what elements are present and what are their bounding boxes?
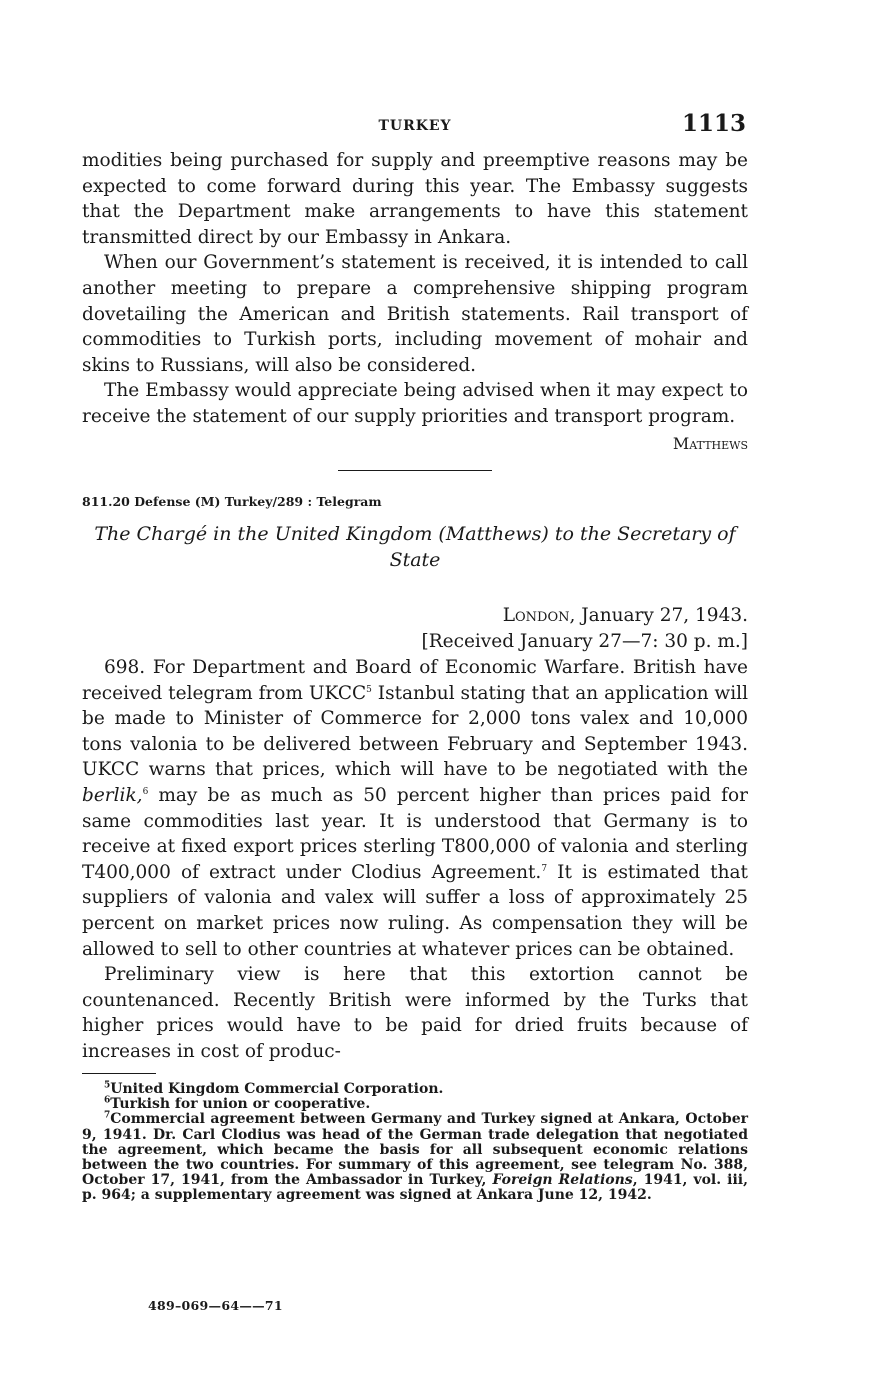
- footnote-mark: 6: [104, 1095, 111, 1106]
- footnote-mark: 5: [104, 1080, 111, 1091]
- footnote-ref-7: 7: [541, 863, 548, 874]
- footnote-ref-5: 5: [366, 684, 372, 695]
- footnote-ref-6: 6: [142, 786, 149, 797]
- footnote-mark: 7: [104, 1110, 111, 1121]
- footnote-text: , 1941, vol. iii, p. 964; a supplementary agreement was signed at Ankara June 12, 1942.: [82, 1172, 748, 1204]
- body-text: It is estimated that suppliers of valonia and valex will suffer a loss of approximately 25 percent on market prices now ruling. As compensation they will be allowed to sell to other countries at whatever prices can be obtained.: [82, 861, 748, 960]
- paragraph: The Embassy would appreciate being advised when it may expect to receive the statement of our supply priorities and transport program.: [82, 380, 748, 427]
- footnote-7: [82, 1112, 748, 1203]
- dateline-place: London,: [502, 605, 576, 627]
- dateline: [82, 603, 748, 629]
- file-reference: 811.20 Defense (M) Turkey/289 : Telegram: [82, 494, 382, 510]
- paragraph: Preliminary view is here that this extortion cannot be countenanced. Recently British were informed by the Turks that higher prices would have to be paid for dried fruits because of increases in cost of produc-: [82, 964, 748, 1062]
- running-title: TURKEY: [378, 118, 452, 134]
- received-line: [Received January 27—7: 30 p. m.]: [421, 631, 748, 653]
- footnote-5: [82, 1082, 748, 1097]
- print-code: 489–069—64——71: [148, 1298, 283, 1313]
- paragraph: When our Government’s statement is received, it is intended to call another meeting to prepare a comprehensive shipping program dovetailing the American and British statements. Rail transport of commodities to Turkish ports, including movement of mohair and skins to Russians, will also be considered.: [82, 252, 748, 376]
- telegram-body: [82, 655, 748, 962]
- footnote-rule: [82, 1073, 156, 1075]
- italic-term: berlik,: [82, 785, 143, 806]
- body-text: may be as much as 50 percent higher than prices paid for same commodities last year. It is understood that Germany is to receive at fixed export prices sterling T800,000 of valonia and sterling T400,000 of extract under Clodius Agreement.: [82, 785, 748, 883]
- body-text: Istanbul stating that an application will be made to Minister of Commerce for 2,000 tons valex and 10,000 tons valonia to be delivered between February and September 1943. UKCC warns that prices, which will have to be negotiated with the: [82, 682, 748, 781]
- footnote-text: United Kingdom Commercial Corporation.: [110, 1081, 444, 1098]
- section-divider: [338, 470, 492, 472]
- continued-paragraph: modities being purchased for supply and preemptive reasons may be expected to come forward during this year. The Embassy suggests that the Department make arrangements to have this statement transmitted direct by our Embassy in Ankara.: [82, 150, 748, 248]
- footnote-text: Commercial agreement between Germany and Turkey signed at Ankara, October 9, 1941. Dr. Carl Clodius was head of the German trade delegation that negotiated the agreement, which became the basis for all subsequent economic relations between the two countries. For summary of this agreement, see telegram No. 388, October 17, 1941, from the Ambassador in Turkey,: [82, 1111, 748, 1189]
- signature: Matthews: [672, 433, 748, 453]
- footnote-text: Turkish for union or cooperative.: [110, 1096, 371, 1113]
- running-header: [82, 108, 748, 148]
- document-title: The Chargé in the United Kingdom (Matthews) to the Secretary of State: [94, 523, 736, 572]
- dateline-date: January 27, 1943.: [575, 605, 748, 627]
- footnote-italic: Foreign Relations: [492, 1172, 633, 1189]
- body-text: 698. For Department and Board of Economic Warfare. British have received telegram from UKCC: [82, 657, 748, 704]
- page: [82, 108, 748, 1204]
- page-number: 1113: [681, 110, 746, 137]
